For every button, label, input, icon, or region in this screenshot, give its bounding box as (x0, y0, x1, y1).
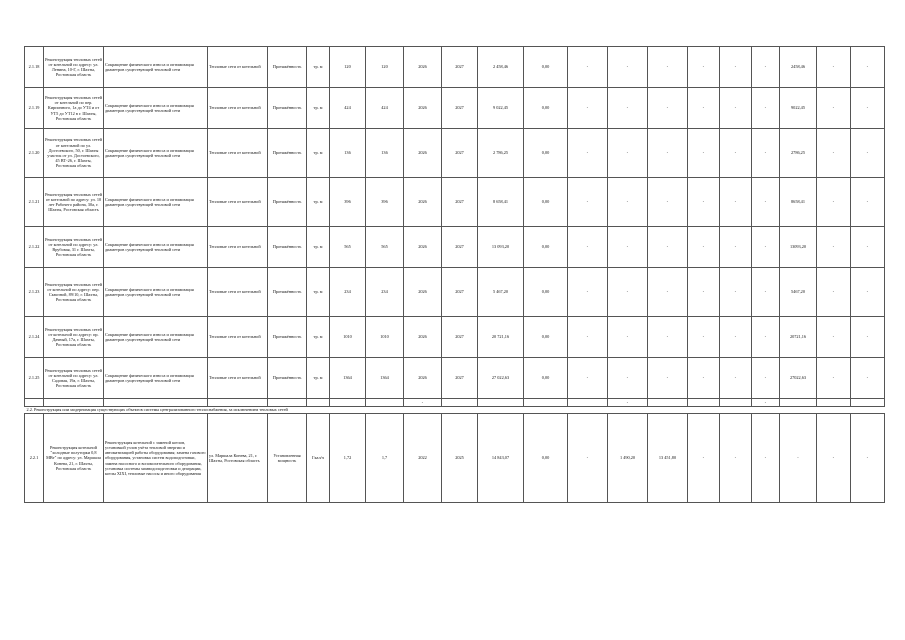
cost-col-10-cell: - (851, 178, 885, 227)
cost-col-8-cell: 2786,25 (780, 129, 817, 178)
cost-col-1-cell: 0,00 (524, 268, 568, 317)
object-location-cell: Тепловые сети от котельной (208, 178, 268, 227)
cost-col-5-cell: - (688, 129, 720, 178)
value-before-cell: 1010 (330, 317, 366, 358)
end-year-cell: 2027 (442, 178, 478, 227)
row-number-cell: 2.1.23 (25, 268, 44, 317)
cost-col-4-cell: - (648, 358, 688, 399)
cost-col-8-cell: 2458,46 (780, 47, 817, 88)
table-row (25, 268, 885, 317)
parameter-type-cell: Протяжённость (268, 317, 307, 358)
object-purpose-cell: Реконструкция котельной с заменой котлов, установкой узлов учёта тепловой энергии и автоматизацией работы оборудования; замена газового оборудования, установка систем водоподготовки, замена насосного и вспомогательного оборудования, установка системы химводоподготовки и деаэрации, котлы XIXI, тепловые насосы и иного оборудования (104, 414, 208, 503)
investment-program-table (24, 46, 885, 503)
end-year-cell: 2025 (442, 414, 478, 503)
separator-cell: - (752, 399, 780, 407)
object-location-cell: Тепловые сети от котельной (208, 47, 268, 88)
cost-col-2-cell: - (568, 317, 608, 358)
parameter-type-cell: Установленная мощность (268, 414, 307, 503)
cost-col-6-cell: - (720, 178, 752, 227)
end-year-cell: 2027 (442, 227, 478, 268)
unit-of-measure-cell: тр. м (307, 178, 330, 227)
cost-col-7-cell: - (752, 88, 780, 129)
separator-cell (25, 399, 44, 407)
cost-col-3-cell: - (608, 178, 648, 227)
cost-col-10-cell: - (851, 47, 885, 88)
cost-col-7-cell: - (752, 178, 780, 227)
cost-col-7-cell: - (752, 317, 780, 358)
parameter-type-cell: Протяжённость (268, 88, 307, 129)
value-after-cell: 424 (366, 88, 404, 129)
cost-col-7-cell: - (752, 47, 780, 88)
row-number-cell: 2.1.19 (25, 88, 44, 129)
cost-col-10-cell: - (851, 268, 885, 317)
unit-of-measure-cell: тр. м (307, 317, 330, 358)
cost-col-2-cell: - (568, 227, 608, 268)
cost-col-4-cell: - (648, 178, 688, 227)
unit-of-measure-cell: тр. м (307, 47, 330, 88)
value-before-cell: 565 (330, 227, 366, 268)
separator-cell (478, 399, 524, 407)
cost-col-4-cell: - (648, 47, 688, 88)
separator-cell (688, 399, 720, 407)
cost-col-5-cell: - (688, 178, 720, 227)
value-before-cell: 424 (330, 88, 366, 129)
separator-cell (568, 399, 608, 407)
object-purpose-cell: Сокращение физического износа и оптимизация диаметров существующей тепловой сети (104, 178, 208, 227)
cost-col-2-cell: - (568, 268, 608, 317)
cost-col-8-cell: 8658,41 (780, 178, 817, 227)
row-number-cell: 2.1.24 (25, 317, 44, 358)
parameter-type-cell: Протяжённость (268, 268, 307, 317)
cost-col-9-cell: - (817, 414, 851, 503)
cost-col-2-cell: - (568, 129, 608, 178)
unit-of-measure-cell: тр. м (307, 129, 330, 178)
total-cost-cell: 27 022,63 (478, 358, 524, 399)
object-name-cell: Реконструкция тепловых сетей от котельной по адресу: ул. Врубовая, 31 г. Шахты, Ростовская область (44, 227, 104, 268)
object-name-cell: Реконструкция тепловых сетей от котельной по адресу: пер. Сквозной, 89/10, г. Шахты, Ростовская область (44, 268, 104, 317)
cost-col-9-cell: - (817, 47, 851, 88)
cost-col-6-cell: - (720, 47, 752, 88)
cost-col-4-cell: - (648, 268, 688, 317)
row-number-cell: 2.1.21 (25, 178, 44, 227)
parameter-type-cell: Протяжённость (268, 178, 307, 227)
separator-row (25, 399, 885, 407)
cost-col-10-cell: - (851, 358, 885, 399)
total-cost-cell: 2 458,46 (478, 47, 524, 88)
cost-col-7-cell: - (752, 268, 780, 317)
cost-col-5-cell: - (688, 47, 720, 88)
separator-cell (720, 399, 752, 407)
table-row (25, 47, 885, 88)
table-row (25, 227, 885, 268)
cost-col-2-cell: - (568, 47, 608, 88)
cost-col-9-cell: - (817, 88, 851, 129)
start-year-cell: 2026 (404, 178, 442, 227)
value-before-cell: 396 (330, 178, 366, 227)
value-after-cell: 565 (366, 227, 404, 268)
end-year-cell: 2027 (442, 47, 478, 88)
separator-cell (648, 399, 688, 407)
object-location-cell: Тепловые сети от котельной (208, 88, 268, 129)
cost-col-9-cell: - (817, 317, 851, 358)
object-name-cell: Реконструкция тепловых сетей от котельной по ул. Достоевского, 50, г. Шахты участок от ул. Достоевского, 45 ВТ-26, г. Шахты, Ростовская область (44, 129, 104, 178)
object-purpose-cell: Сокращение физического износа и оптимизация диаметров существующей тепловой сети (104, 88, 208, 129)
end-year-cell: 2027 (442, 88, 478, 129)
start-year-cell: 2026 (404, 88, 442, 129)
cost-col-1-cell: 0,00 (524, 414, 568, 503)
start-year-cell: 2026 (404, 47, 442, 88)
cost-col-1-cell: 0,00 (524, 129, 568, 178)
object-name-cell: Реконструкция котельной "холодные полуторки 0,8 МВт" по адресу: ул. Маршала Конева, 21, г. Шахты, Ростовская область (44, 414, 104, 503)
separator-cell (268, 399, 307, 407)
row-number-cell: 2.1.22 (25, 227, 44, 268)
separator-cell (104, 399, 208, 407)
value-after-cell: 234 (366, 268, 404, 317)
parameter-type-cell: Протяжённость (268, 227, 307, 268)
unit-of-measure-cell: тр. м (307, 227, 330, 268)
table-row (25, 88, 885, 129)
cost-col-3-cell: - (608, 47, 648, 88)
row-number-cell: 2.1.20 (25, 129, 44, 178)
cost-col-7-cell: - (752, 129, 780, 178)
start-year-cell: 2026 (404, 268, 442, 317)
cost-col-2-cell: - (568, 178, 608, 227)
cost-col-6-cell: - (720, 88, 752, 129)
cost-col-8-cell: 13093,20 (780, 227, 817, 268)
value-after-cell: 396 (366, 178, 404, 227)
cost-col-7-cell: - (752, 227, 780, 268)
cost-col-5-cell: - (688, 268, 720, 317)
total-cost-cell: 8 658,41 (478, 178, 524, 227)
table-row (25, 317, 885, 358)
cost-col-1-cell: 0,00 (524, 88, 568, 129)
cost-col-10-cell: - (851, 227, 885, 268)
object-purpose-cell: Сокращение физического износа и оптимизация диаметров существующей тепловой сети (104, 47, 208, 88)
separator-cell (307, 399, 330, 407)
table-row (25, 178, 885, 227)
unit-of-measure-cell: Гкал/ч (307, 414, 330, 503)
separator-cell: - (404, 399, 442, 407)
cost-col-8-cell: 27022,63 (780, 358, 817, 399)
object-name-cell: Реконструкция тепловых сетей от котельной по адресу: ул. 10 лет Рабочего района, 30а, г. Шахты, Ростовская область (44, 178, 104, 227)
cost-col-9-cell: - (817, 227, 851, 268)
value-before-cell: 1,72 (330, 414, 366, 503)
object-purpose-cell: Сокращение физического износа и оптимизация диаметров существующей тепловой сети (104, 129, 208, 178)
start-year-cell: 2022 (404, 414, 442, 503)
separator-cell (780, 399, 817, 407)
start-year-cell: 2026 (404, 317, 442, 358)
cost-col-8-cell: 5467,20 (780, 268, 817, 317)
cost-col-5-cell: - (688, 227, 720, 268)
cost-col-4-cell: - (648, 88, 688, 129)
cost-col-7-cell: - (752, 358, 780, 399)
value-before-cell: 1364 (330, 358, 366, 399)
table-row (25, 358, 885, 399)
end-year-cell: 2027 (442, 129, 478, 178)
object-location-cell: Тепловые сети от котельной (208, 358, 268, 399)
cost-col-6-cell: - (720, 317, 752, 358)
separator-cell: - (608, 399, 648, 407)
cost-col-3-cell: - (608, 317, 648, 358)
cost-col-4-cell: - (648, 317, 688, 358)
separator-cell (851, 399, 885, 407)
cost-col-1-cell: 0,00 (524, 358, 568, 399)
table-row (25, 129, 885, 178)
value-after-cell: 1,7 (366, 414, 404, 503)
cost-col-10-cell: - (851, 414, 885, 503)
cost-col-3-cell: 1 490,20 (608, 414, 648, 503)
value-before-cell: 120 (330, 47, 366, 88)
cost-col-4-cell: - (648, 129, 688, 178)
object-name-cell: Реконструкция тепловых сетей от котельной по адресу: пр. Дачный, 17а, г. Шахты, Ростовская область (44, 317, 104, 358)
cost-col-6-cell: - (720, 358, 752, 399)
total-cost-cell: 2 786,25 (478, 129, 524, 178)
object-location-cell: Тепловые сети от котельной (208, 129, 268, 178)
cost-col-4-cell: 13 451,80 (648, 414, 688, 503)
object-name-cell: Реконструкция тепловых сетей от котельной по адресу: ул. Ленина, 10-Г, г. Шахты, Ростовская область (44, 47, 104, 88)
cost-col-1-cell: 0,00 (524, 178, 568, 227)
parameter-type-cell: Протяжённость (268, 358, 307, 399)
object-location-cell: Тепловые сети от котельной (208, 317, 268, 358)
cost-col-6-cell: - (720, 227, 752, 268)
start-year-cell: 2026 (404, 358, 442, 399)
object-location-cell: Тепловые сети от котельной (208, 268, 268, 317)
object-purpose-cell: Сокращение физического износа и оптимизация диаметров существующей тепловой сети (104, 358, 208, 399)
cost-col-6-cell: - (720, 414, 752, 503)
cost-col-1-cell: 0,00 (524, 227, 568, 268)
cost-col-6-cell: - (720, 268, 752, 317)
separator-cell (524, 399, 568, 407)
unit-of-measure-cell: тр. м (307, 268, 330, 317)
cost-col-10-cell: - (851, 88, 885, 129)
cost-col-3-cell: - (608, 129, 648, 178)
end-year-cell: 2027 (442, 268, 478, 317)
start-year-cell: 2026 (404, 129, 442, 178)
cost-col-10-cell: - (851, 317, 885, 358)
table-row (25, 414, 885, 503)
cost-col-3-cell: - (608, 358, 648, 399)
object-location-cell: ул. Маршала Конева, 21, г. Шахты, Ростовская область (208, 414, 268, 503)
section-heading: 2.2. Реконструкция или модернизация существующих объектов системы централизованного теплоснабжения, за исключением тепловых сетей (25, 407, 885, 414)
separator-cell (442, 399, 478, 407)
cost-col-5-cell: - (688, 414, 720, 503)
cost-col-3-cell: - (608, 88, 648, 129)
row-number-cell: 2.2.1 (25, 414, 44, 503)
cost-col-6-cell: - (720, 129, 752, 178)
value-before-cell: 234 (330, 268, 366, 317)
cost-col-3-cell: - (608, 268, 648, 317)
cost-col-1-cell: 0,00 (524, 317, 568, 358)
value-after-cell: 120 (366, 47, 404, 88)
separator-cell (44, 399, 104, 407)
section-heading-row (25, 407, 885, 414)
unit-of-measure-cell: тр. м (307, 88, 330, 129)
cost-col-1-cell: 0,00 (524, 47, 568, 88)
total-cost-cell: 5 467,20 (478, 268, 524, 317)
separator-cell (208, 399, 268, 407)
cost-col-9-cell: - (817, 268, 851, 317)
end-year-cell: 2027 (442, 358, 478, 399)
cost-col-7-cell: - (752, 414, 780, 503)
parameter-type-cell: Протяжённость (268, 47, 307, 88)
cost-col-9-cell: - (817, 129, 851, 178)
cost-col-2-cell: - (568, 88, 608, 129)
total-cost-cell: 13 093,20 (478, 227, 524, 268)
object-location-cell: Тепловые сети от котельной (208, 227, 268, 268)
cost-col-4-cell: - (648, 227, 688, 268)
total-cost-cell: 9 022,45 (478, 88, 524, 129)
row-number-cell: 2.1.18 (25, 47, 44, 88)
unit-of-measure-cell: тр. м (307, 358, 330, 399)
object-name-cell: Реконструкция тепловых сетей от котельной по пер. Кирпичного, 1а до УТ4 и от УТ5 до УТ12 в г. Шахты, Ростовская область (44, 88, 104, 129)
object-purpose-cell: Сокращение физического износа и оптимизация диаметров существующей тепловой сети (104, 317, 208, 358)
value-after-cell: 1010 (366, 317, 404, 358)
cost-col-2-cell: - (568, 358, 608, 399)
value-after-cell: 136 (366, 129, 404, 178)
object-purpose-cell: Сокращение физического износа и оптимизация диаметров существующей тепловой сети (104, 227, 208, 268)
row-number-cell: 2.1.25 (25, 358, 44, 399)
total-cost-cell: 14 843,07 (478, 414, 524, 503)
cost-col-5-cell: - (688, 88, 720, 129)
cost-col-5-cell: - (688, 358, 720, 399)
cost-col-8-cell: - (780, 414, 817, 503)
cost-col-10-cell: - (851, 129, 885, 178)
cost-col-3-cell: - (608, 227, 648, 268)
value-after-cell: 1364 (366, 358, 404, 399)
value-before-cell: 136 (330, 129, 366, 178)
cost-col-2-cell: - (568, 414, 608, 503)
cost-col-8-cell: 20721,16 (780, 317, 817, 358)
end-year-cell: 2027 (442, 317, 478, 358)
cost-col-9-cell: - (817, 178, 851, 227)
object-purpose-cell: Сокращение физического износа и оптимизация диаметров существующей тепловой сети (104, 268, 208, 317)
separator-cell (366, 399, 404, 407)
separator-cell (330, 399, 366, 407)
object-name-cell: Реконструкция тепловых сетей от котельной по адресу: ул. Садовая, 19а, г. Шахты, Ростовская область (44, 358, 104, 399)
start-year-cell: 2026 (404, 227, 442, 268)
total-cost-cell: 20 721,16 (478, 317, 524, 358)
cost-col-8-cell: 9022,45 (780, 88, 817, 129)
cost-col-9-cell: - (817, 358, 851, 399)
parameter-type-cell: Протяжённость (268, 129, 307, 178)
separator-cell (817, 399, 851, 407)
cost-col-5-cell: - (688, 317, 720, 358)
